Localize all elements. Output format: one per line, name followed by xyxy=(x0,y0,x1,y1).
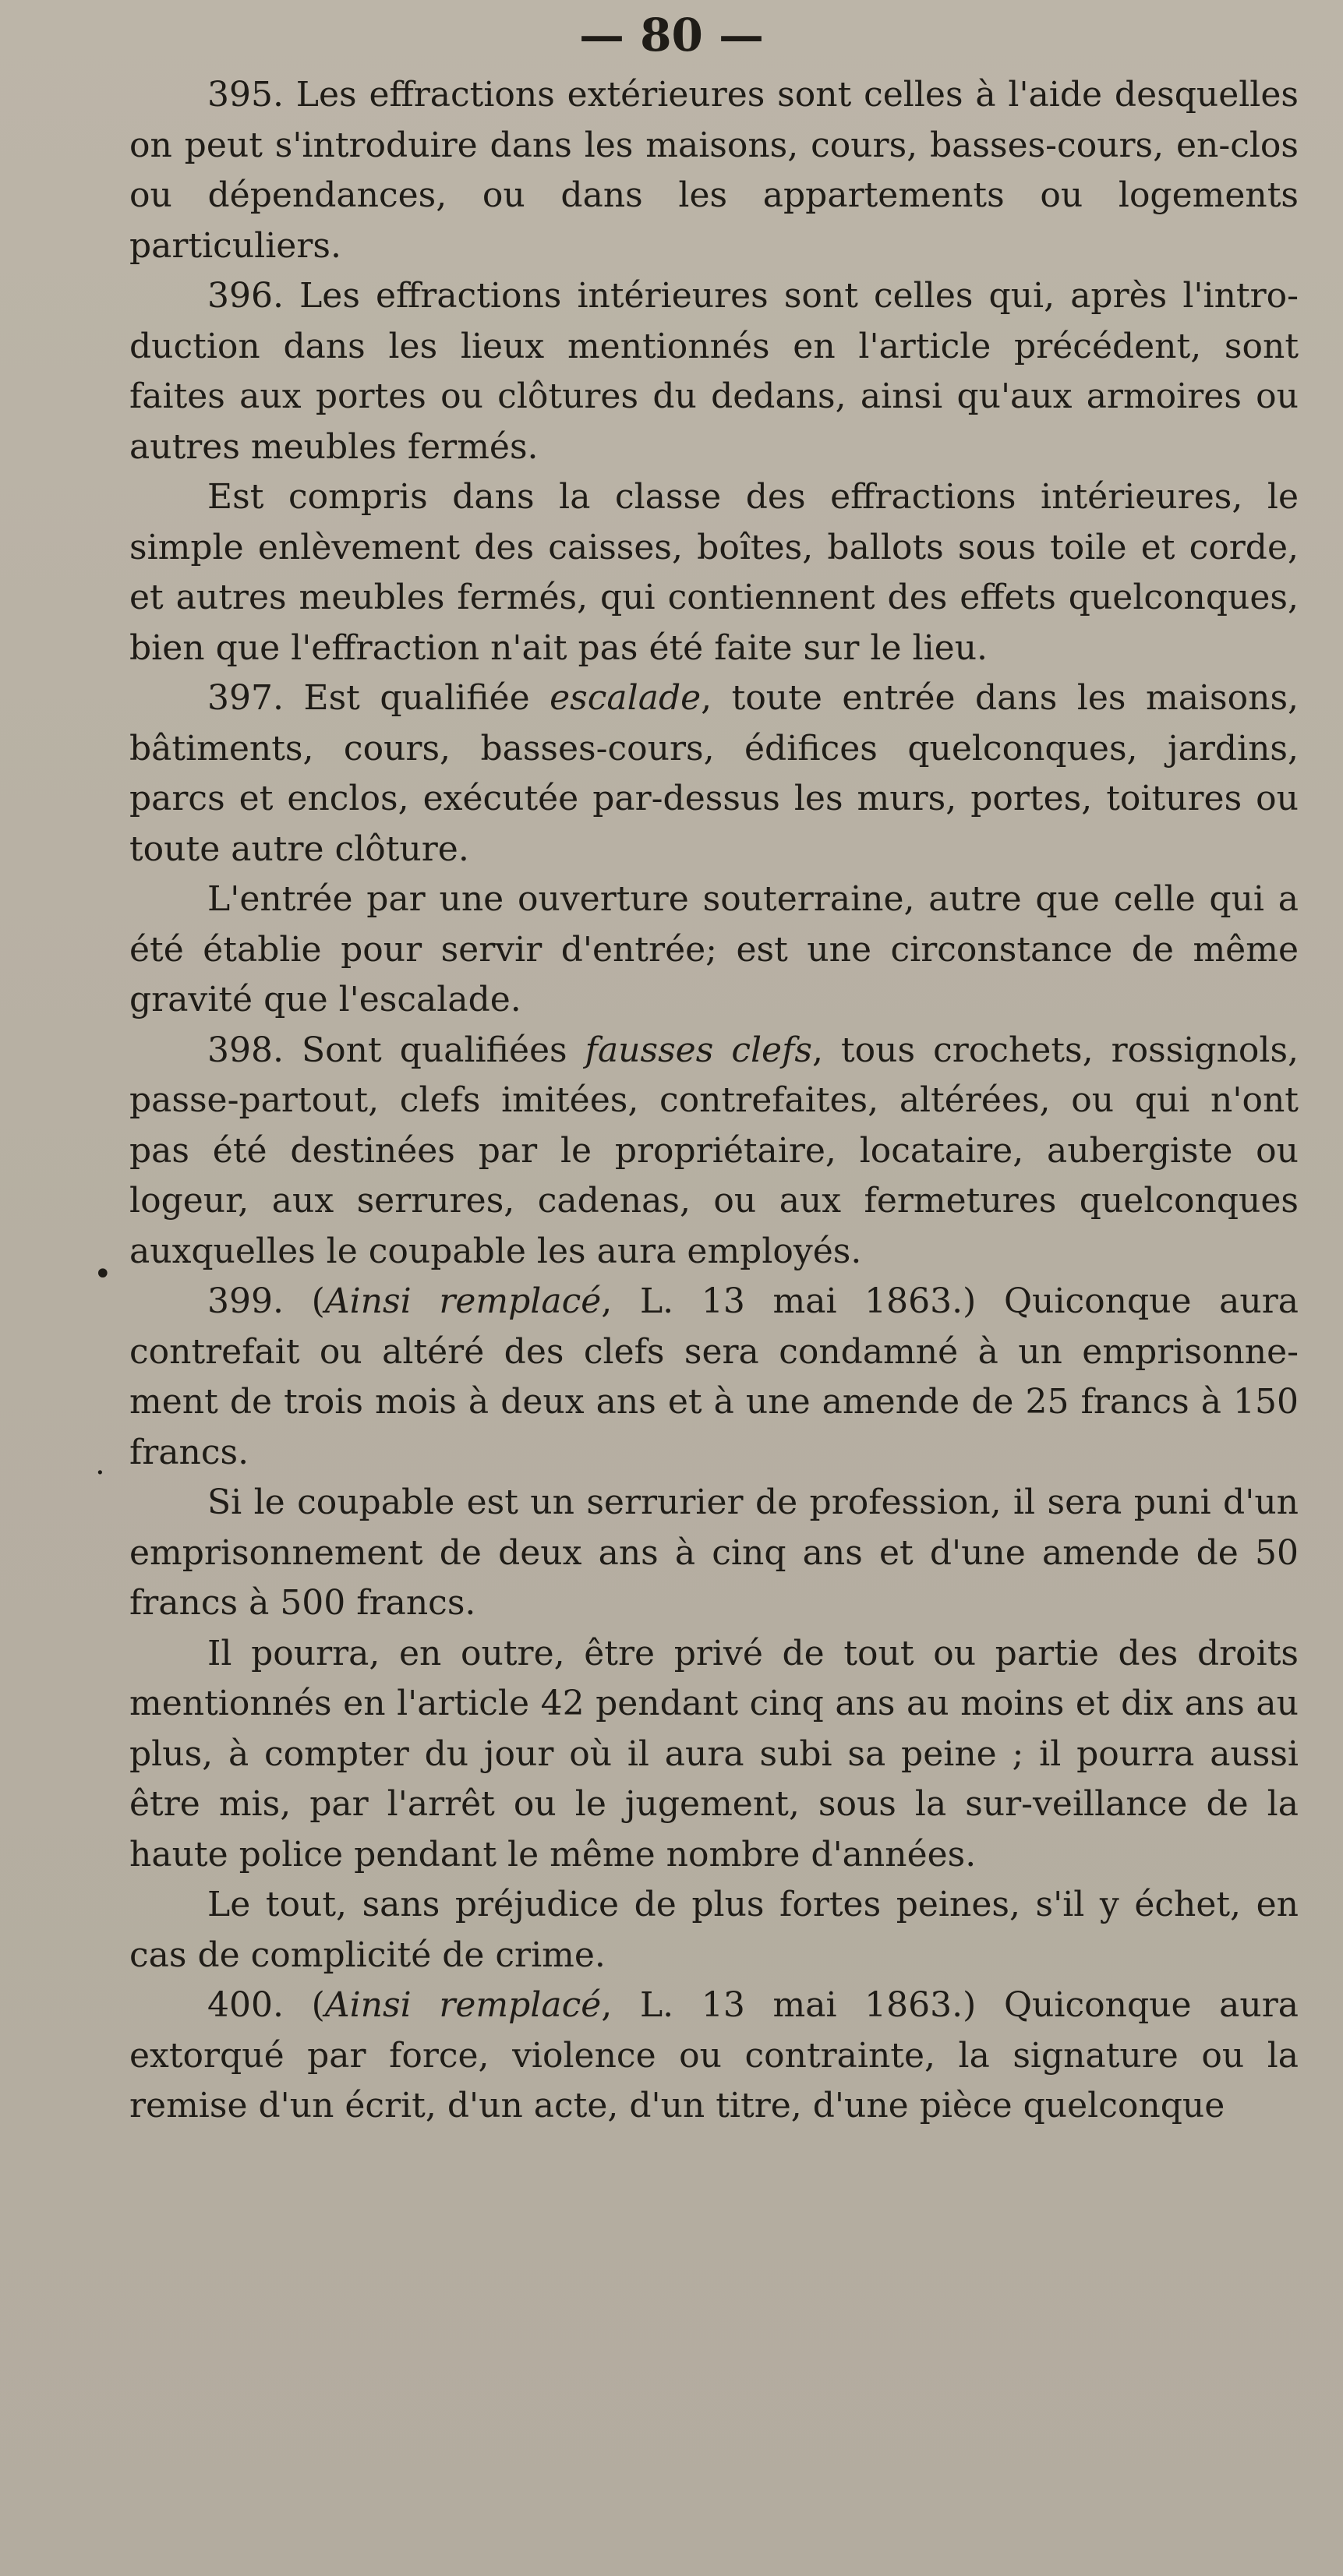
italic-term: Ainsi remplacé xyxy=(324,1985,602,2025)
paragraph-text: Si le coupable est un serrurier de profession, il sera puni d'un emprisonnement de deux ans à cinq ans et d'une amende de 50 francs à 500 francs. xyxy=(129,1482,1299,1623)
paragraph-text: , tous crochets, rossignols, passe-partout, clefs imitées, contrefaites, altérées, ou qui n'ont pas été destinées par le propriétaire, locataire, aubergiste ou logeur, aux serrures, cadenas, ou aux fermetures quelconques auxquelles le coupable les aura employés. xyxy=(129,1030,1299,1271)
article-number: 399. xyxy=(207,1281,284,1321)
paragraph xyxy=(129,1277,1299,1478)
paragraph-text: Est qualifiée xyxy=(283,678,550,718)
paragraph xyxy=(129,70,1299,271)
paragraph-text: ( xyxy=(283,1985,325,2025)
paragraph xyxy=(129,1981,1299,2132)
paragraph xyxy=(129,1880,1299,1981)
article-number: 398. xyxy=(207,1030,284,1070)
paragraph-text: Les effractions extérieures sont celles à l'aide desquelles on peut s'introduire dans les maisons, cours, basses-cours, en-clos ou dépendances, ou dans les appartements ou logements particuliers. xyxy=(129,75,1299,266)
body-text xyxy=(129,70,1299,2132)
article-number: 395. xyxy=(207,75,284,115)
margin-mark: . xyxy=(95,1446,105,1482)
paragraph-text: L'entrée par une ouverture souterraine, autre que celle qui a été établie pour servir d'entrée; est une circonstance de même gravité que l'escalade. xyxy=(129,879,1299,1019)
paragraph xyxy=(129,472,1299,673)
italic-term: escalade xyxy=(550,678,702,718)
paragraph-text: ( xyxy=(283,1281,325,1321)
paragraph xyxy=(129,875,1299,1026)
paragraph-text: Il pourra, en outre, être privé de tout ou partie des droits mentionnés en l'article 42 pendant cinq ans au moins et dix ans au plus, à compter du jour où il aura subi sa peine ; il pourra aussi être mis, par l'arrêt ou le jugement, sous la sur-veillance de la haute police pendant le même nombre d'années. xyxy=(129,1633,1299,1875)
paragraph-text: Sont qualifiées xyxy=(283,1030,585,1070)
paragraph-text: Est compris dans la classe des effractions intérieures, le simple enlèvement des caisses, boîtes, ballots sous toile et corde, et autres meubles fermés, qui contiennent des effets quelconques, bien que l'effraction n'ait pas été faite sur le lieu. xyxy=(129,477,1299,668)
italic-term: Ainsi remplacé xyxy=(324,1281,602,1321)
page-number: — 80 — xyxy=(578,9,765,62)
paragraph-text: , L. 13 mai 1863.) Quiconque aura extorqué par force, violence ou contrainte, la signature ou la remise d'un écrit, d'un acte, d'un titre, d'une pièce quelconque xyxy=(129,1985,1299,2125)
article-number: 400. xyxy=(207,1985,284,2025)
paragraph xyxy=(129,1629,1299,1881)
paragraph-text: Les effractions intérieures sont celles qui, après l'intro-duction dans les lieux mentionnés en l'article précédent, sont faites aux portes ou clôtures du dedans, ainsi qu'aux armoires ou autres meubles fermés. xyxy=(129,276,1299,467)
article-number: 396. xyxy=(207,276,284,316)
paragraph xyxy=(129,1478,1299,1629)
margin-mark: • xyxy=(94,1256,112,1292)
paragraph xyxy=(129,271,1299,472)
paragraph xyxy=(129,673,1299,875)
article-number: 397. xyxy=(207,678,284,718)
paragraph xyxy=(129,1026,1299,1277)
paragraph-text: , toute entrée dans les maisons, bâtiments, cours, basses-cours, édifices quelconques, jardins, parcs et enclos, exécutée par-dessus les murs, portes, toitures ou toute autre clôture. xyxy=(129,678,1299,869)
paragraph-text: Le tout, sans préjudice de plus fortes peines, s'il y échet, en cas de complicité de crime. xyxy=(129,1885,1299,1975)
italic-term: fausses clefs xyxy=(585,1030,812,1070)
paragraph-text: , L. 13 mai 1863.) Quiconque aura contrefait ou altéré des clefs sera condamné à un emprisonne-ment de trois mois à deux ans et à une amende de 25 francs à 150 francs. xyxy=(129,1281,1299,1472)
